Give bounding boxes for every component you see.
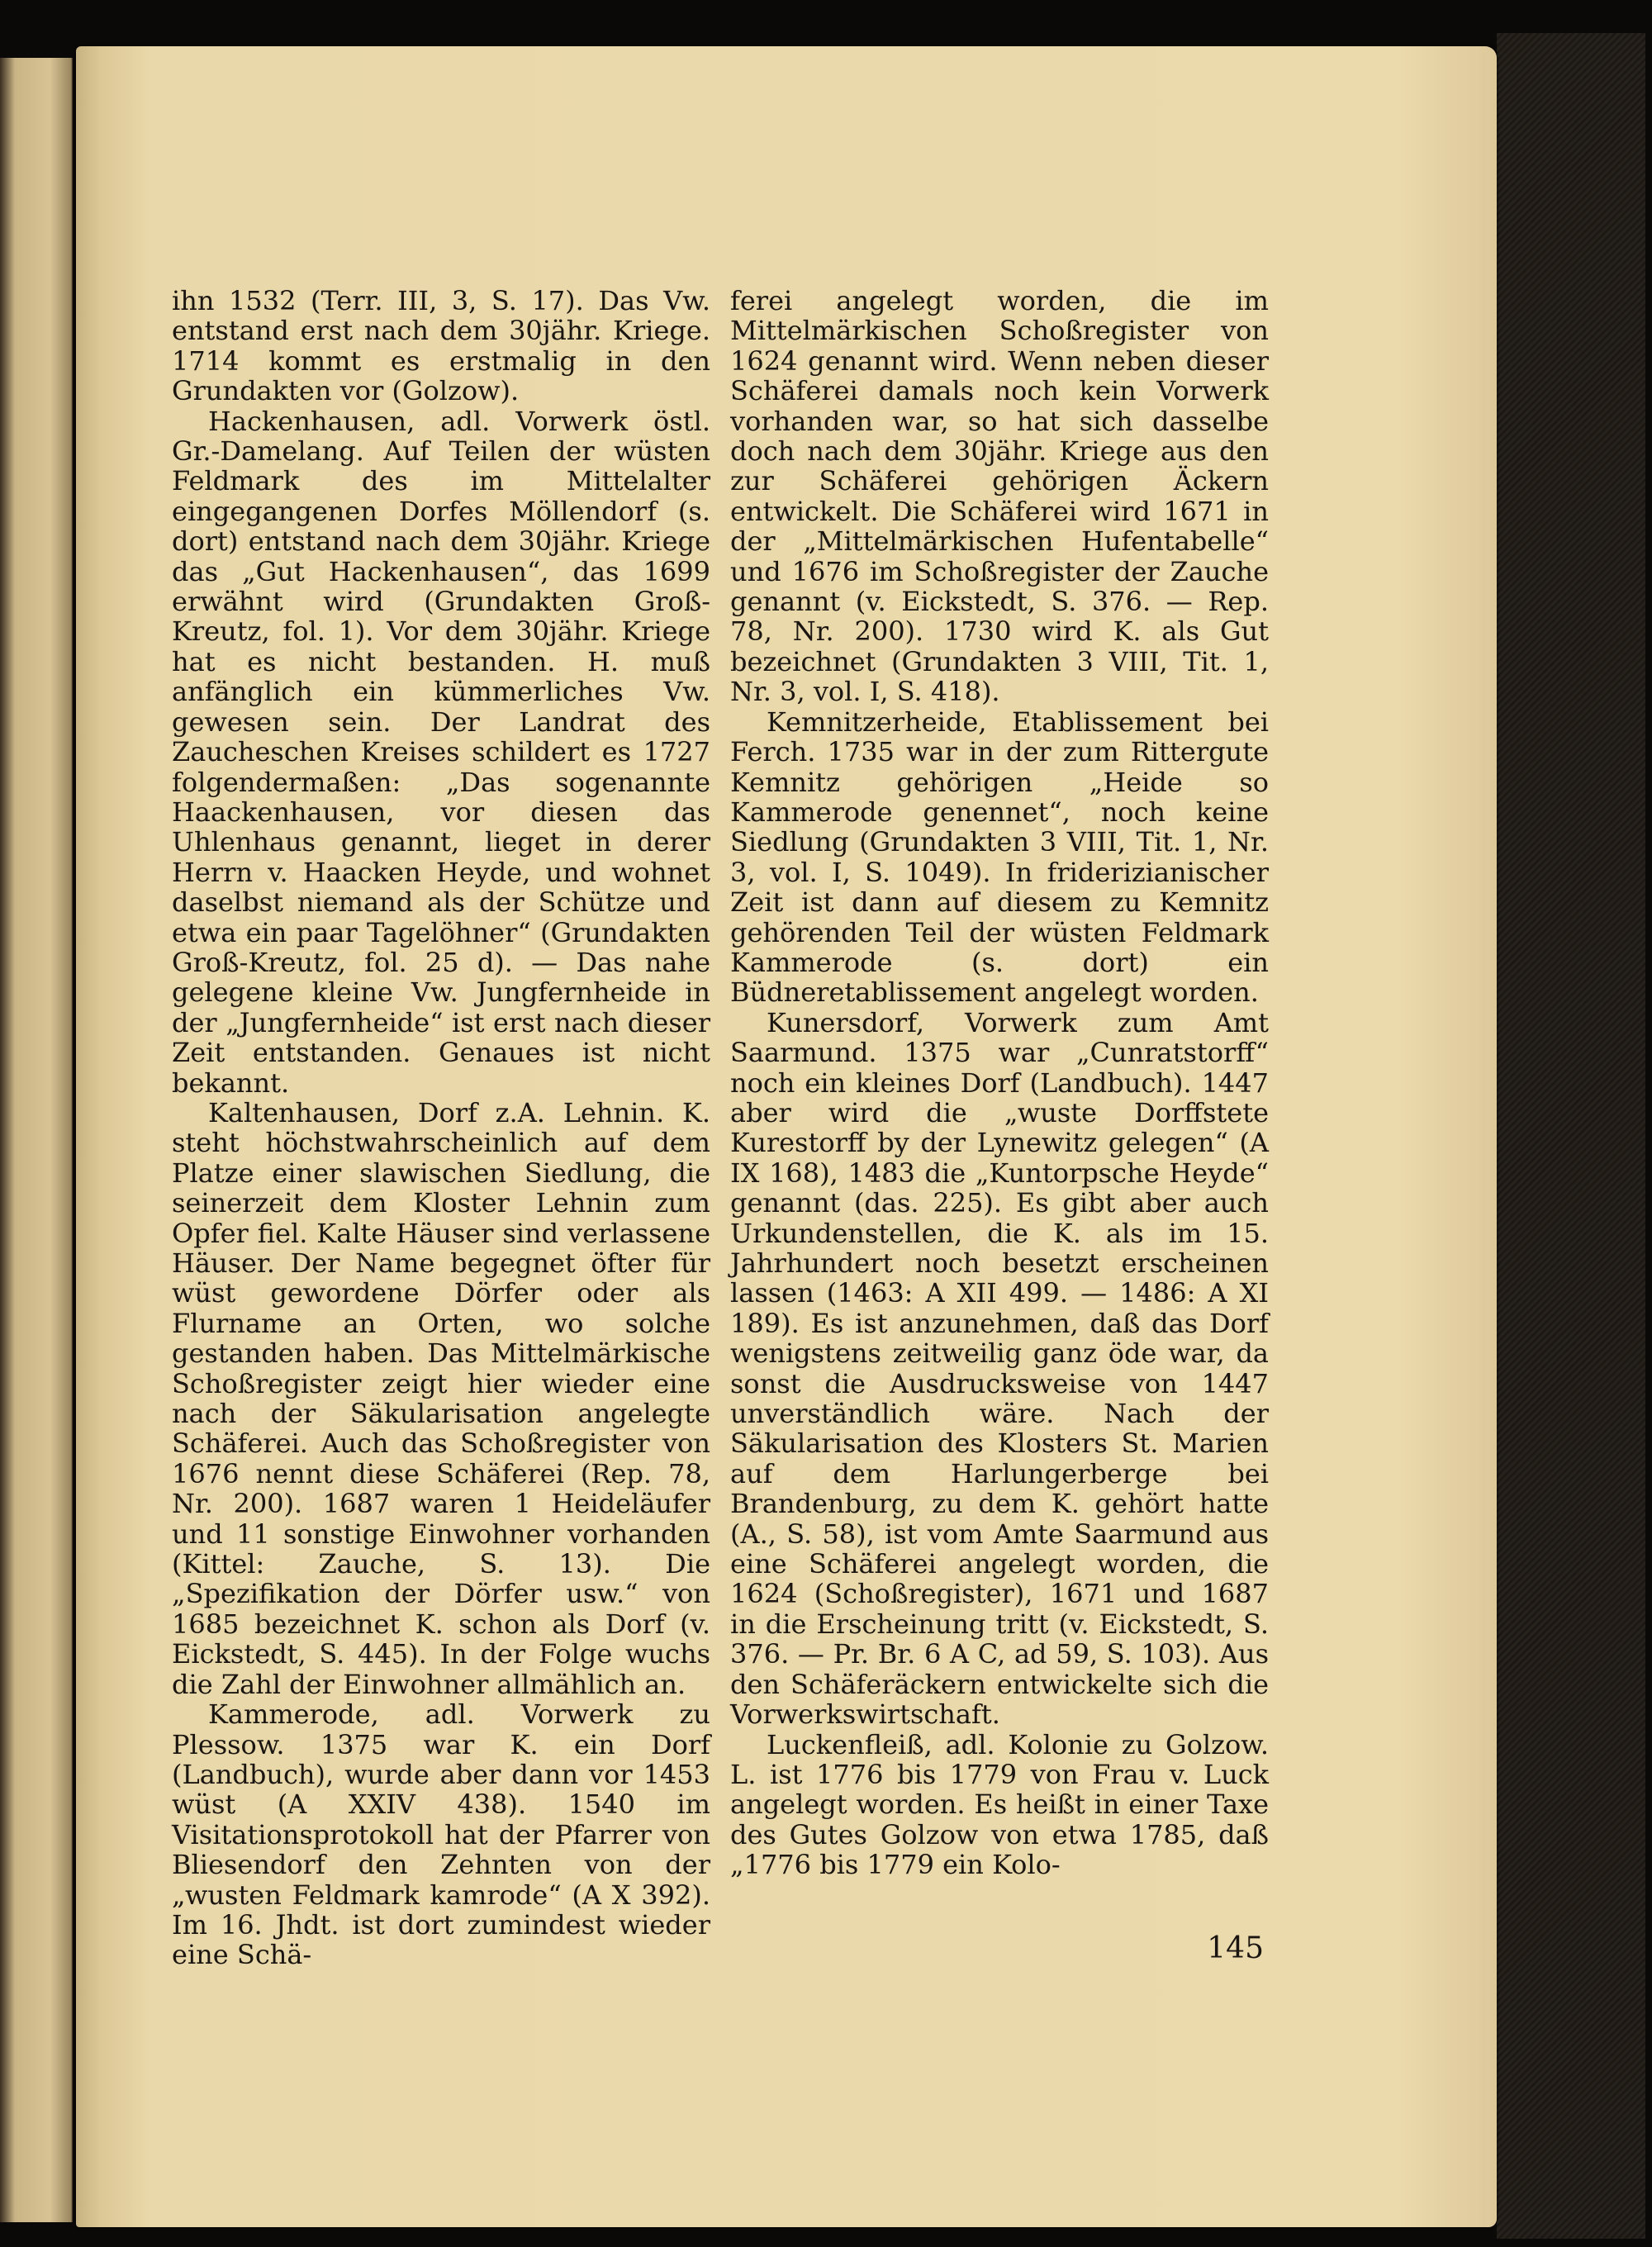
paragraph: Kemnitzerheide, Etablissement bei Ferch. 1735 war in der zum Rittergute Kemnitz gehörigen „Heide so Kammerode genennet“, noch keine Siedlung (Grundakten 3 VIII, Tit. 1, Nr. 3, vol. I, S. 1049). In friderizianischer Zeit ist dann auf diesem zu Kemnitz gehörenden Teil der wüsten Feldmark Kammerode (s. dort) ein Büdneretablissement angelegt worden.	[730, 705, 1269, 1009]
paragraph: ferei angelegt worden, die im Mittelmärkischen Schoßregister von 1624 genannt wird. Wenn neben dieser Schäferei damals noch kein Vorwerk vorhanden war, so hat sich dasselbe doch nach dem 30jähr. Kriege aus den zur Schäferei gehörigen Äckern entwickelt. Die Schäferei wird 1671 in der „Mittelmärkischen Hufentabelle“ und 1676 im Schoßregister der Zauche genannt (v. Eickstedt, S. 376. — Rep. 78, Nr. 200). 1730 wird K. als Gut bezeichnet (Grundakten 3 VIII, Tit. 1, Nr. 3, vol. I, S. 418).	[730, 285, 1269, 708]
book-cover-edge	[1493, 33, 1645, 2239]
text-column-right	[730, 286, 1269, 1880]
paragraph: ihn 1532 (Terr. III, 3, S. 17). Das Vw. entstand erst nach dem 30jähr. Kriege. 1714 kommt es erstmalig in den Grundakten vor (Golzow).	[172, 285, 710, 407]
page-number: 145	[1207, 1931, 1264, 1965]
paragraph: Luckenfleiß, adl. Kolonie zu Golzow. L. ist 1776 bis 1779 von Frau v. Luck angelegt worden. Es heißt in einer Taxe des Gutes Golzow von etwa 1785, daß „1776 bis 1779 ein Kolo-	[730, 1728, 1269, 1881]
text-column-left	[172, 286, 710, 1970]
left-page-edge	[0, 58, 73, 2222]
paragraph: Kaltenhausen, Dorf z.A. Lehnin. K. steht höchstwahrscheinlich auf dem Platze einer slawischen Siedlung, die seinerzeit dem Kloster Lehnin zum Opfer fiel. Kalte Häuser sind verlassene Häuser. Der Name begegnet öfter für wüst gewordene Dörfer oder als Flurname an Orten, wo solche gestanden haben. Das Mittelmärkische Schoßregister zeigt hier wieder eine nach der Säkularisation angelegte Schäferei. Auch das Schoßregister von 1676 nennt diese Schäferei (Rep. 78, Nr. 200). 1687 waren 1 Heideläufer und 11 sonstige Einwohner vorhanden (Kittel: Zauche, S. 13). Die „Spezifikation der Dörfer usw.“ von 1685 bezeichnet K. schon als Dorf (v. Eickstedt, S. 445). In der Folge wuchs die Zahl der Einwohner allmählich an.	[172, 1096, 710, 1700]
paragraph: Hackenhausen, adl. Vorwerk östl. Gr.-Damelang. Auf Teilen der wüsten Feldmark des im Mittelalter eingegangenen Dorfes Möllendorf (s. dort) entstand nach dem 30jähr. Kriege das „Gut Hackenhausen“, das 1699 erwähnt wird (Grundakten Groß-Kreutz, fol. 1). Vor dem 30jähr. Kriege hat es nicht bestanden. H. muß anfänglich ein kümmerliches Vw. gewesen sein. Der Landrat des Zaucheschen Kreises schildert es 1727 folgendermaßen: „Das sogenannte Haackenhausen, vor diesen das Uhlenhaus genannt, lieget in derer Herrn v. Haacken Heyde, und wohnet daselbst niemand als der Schütze und etwa ein paar Tagelöhner“ (Grundakten Groß-Kreutz, fol. 25 d). — Das nahe gelegene kleine Vw. Jungfernheide in der „Jungfernheide“ ist erst nach dieser Zeit entstanden. Genaues ist nicht bekannt.	[172, 405, 710, 1099]
paragraph: Kammerode, adl. Vorwerk zu Plessow. 1375 war K. ein Dorf (Landbuch), wurde aber dann vor 1453 wüst (A XXIV 438). 1540 im Visitationsprotokoll hat der Pfarrer von Bliesendorf den Zehnten von der „wusten Feldmark kamrode“ (A X 392). Im 16. Jhdt. ist dort zumindest wieder eine Schä-	[172, 1698, 710, 1971]
paragraph: Kunersdorf, Vorwerk zum Amt Saarmund. 1375 war „Cunratstorff“ noch ein kleines Dorf (Landbuch). 1447 aber wird die „wuste Dorffstete Kurestorff by der Lynewitz gelegen“ (A IX 168), 1483 die „Kuntorpsche Heyde“ genannt (das. 225). Es gibt aber auch Urkundenstellen, die K. als im 15. Jahrhundert noch besetzt erscheinen lassen (1463: A XII 499. — 1486: A XI 189). Es ist anzunehmen, daß das Dorf wenigstens zeitweilig ganz öde war, da sonst die Ausdrucksweise von 1447 unverständlich wäre. Nach der Säkularisation des Klosters St. Marien auf dem Harlungerberge bei Brandenburg, zu dem K. gehört hatte (A., S. 58), ist vom Amte Saarmund aus eine Schäferei angelegt worden, die 1624 (Schoßregister), 1671 und 1687 in die Erscheinung tritt (v. Eickstedt, S. 376. — Pr. Br. 6 A C, ad 59, S. 103). Aus den Schäferäckern entwickelte sich die Vorwerkswirtschaft.	[730, 1006, 1269, 1731]
